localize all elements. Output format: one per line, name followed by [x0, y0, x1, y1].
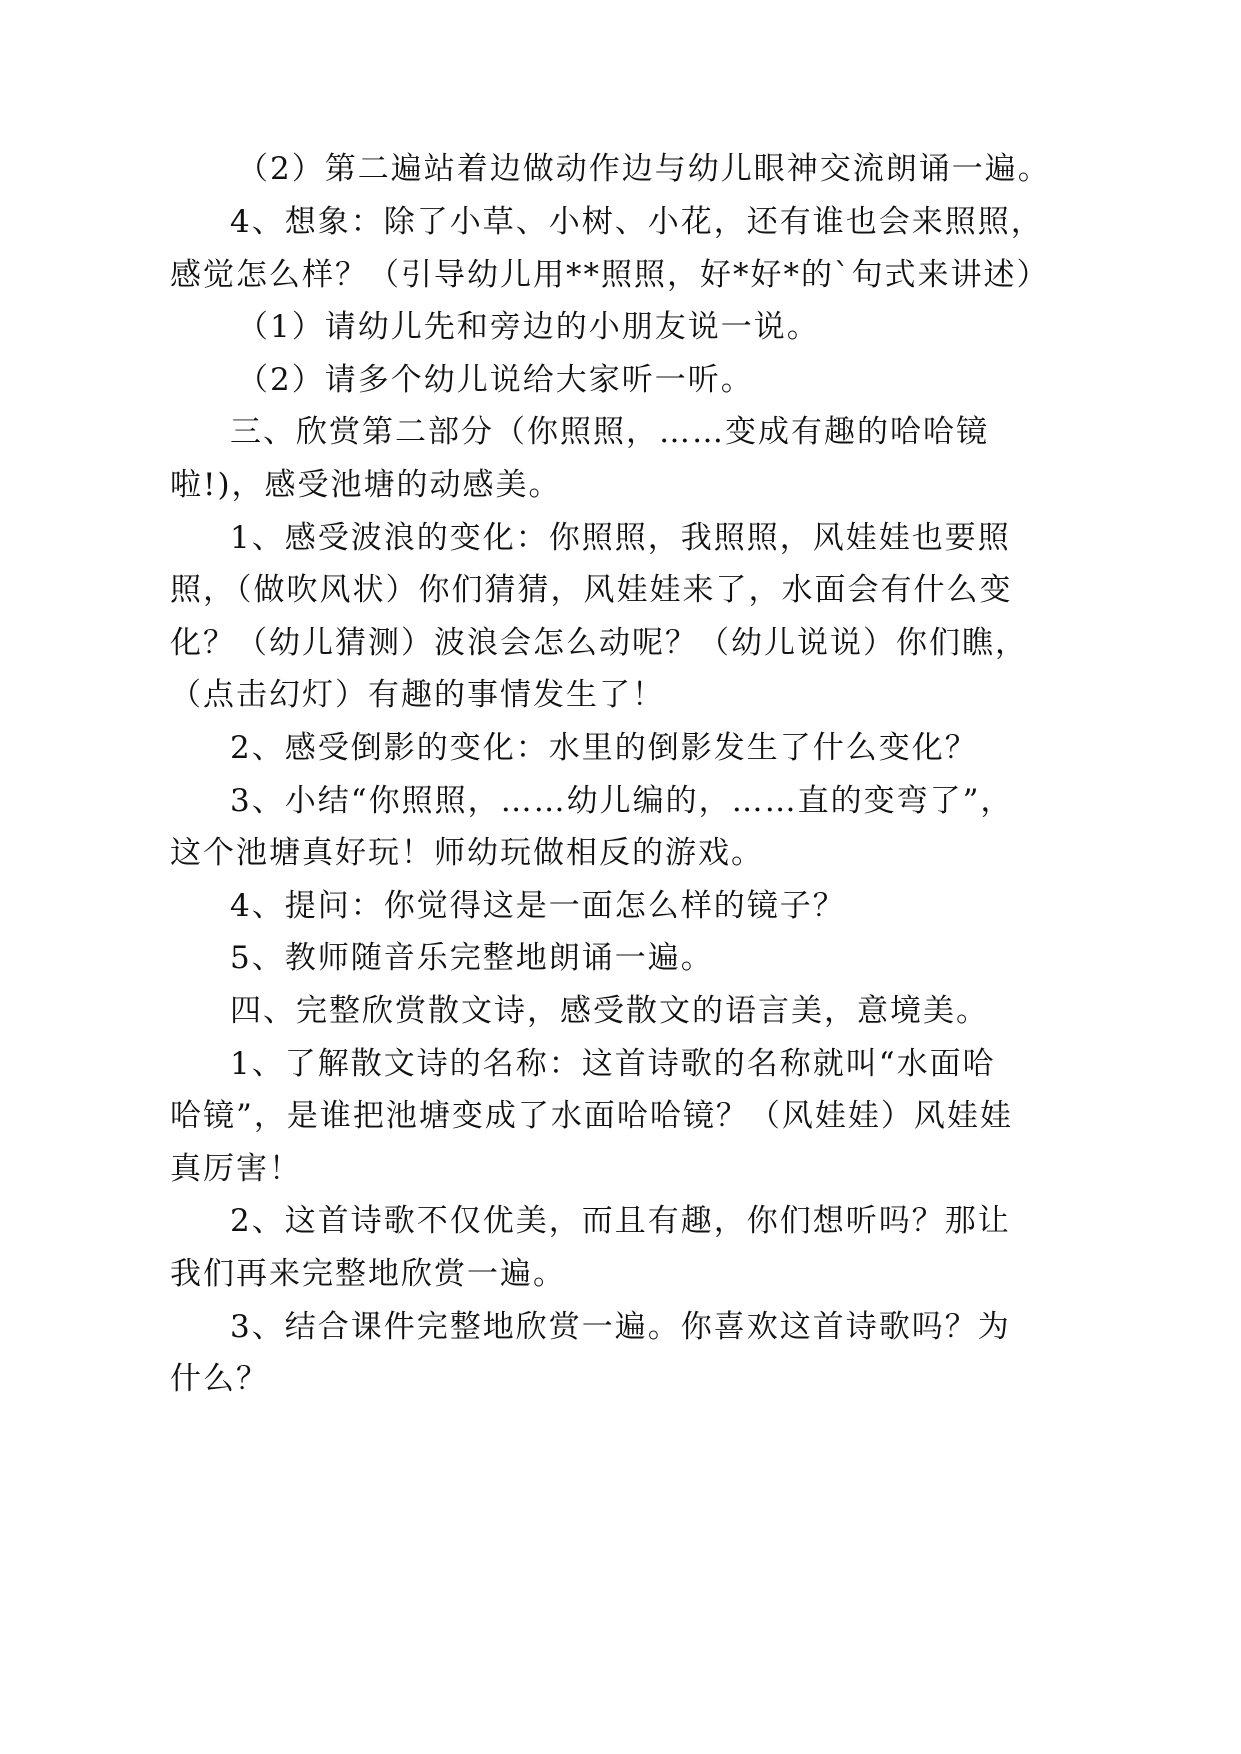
paragraph-line: （1）请幼儿先和旁边的小朋友说一说。	[237, 309, 820, 345]
paragraph-line: 4、想象：除了小草、小树、小花，还有谁也会来照照，	[230, 204, 1044, 240]
paragraph-line: 哈镜”，是谁把池塘变成了水面哈哈镜？（风娃娃）风娃娃	[170, 1098, 1013, 1134]
paragraph-line: （2）第二遍站着边做动作边与幼儿眼神交流朗诵一遍。	[237, 151, 1051, 187]
paragraph-line: 什么？	[170, 1361, 269, 1397]
paragraph-line: 四、完整欣赏散文诗，感受散文的语言美，意境美。	[230, 993, 989, 1029]
paragraph-line: （2）请多个幼儿说给大家听一听。	[237, 362, 754, 398]
paragraph-line: 1、了解散文诗的名称：这首诗歌的名称就叫“水面哈	[230, 1046, 996, 1082]
paragraph-line: （点击幻灯）有趣的事情发生了！	[170, 677, 665, 713]
paragraph-line: 2、这首诗歌不仅优美，而且有趣，你们想听吗？那让	[230, 1203, 1011, 1239]
paragraph-line: 三、欣赏第二部分（你照照，……变成有趣的哈哈镜	[230, 414, 989, 450]
paragraph-line: 2、感受倒影的变化：水里的倒影发生了什么变化？	[230, 730, 978, 766]
paragraph-line: 我们再来完整地欣赏一遍。	[170, 1256, 566, 1292]
paragraph-line: 真厉害！	[170, 1151, 302, 1187]
paragraph-line: 这个池塘真好玩！师幼玩做相反的游戏。	[170, 835, 764, 871]
paragraph-line: 1、感受波浪的变化：你照照，我照照，风娃娃也要照	[230, 520, 1011, 556]
paragraph-line: 化？（幼儿猜测）波浪会怎么动呢？（幼儿说说）你们瞧，	[170, 625, 1028, 661]
paragraph-line: 4、提问：你觉得这是一面怎么样的镜子？	[230, 888, 846, 924]
paragraph-line: 感觉怎么样？（引导幼儿用**照照，好*好*的`句式来讲述）	[170, 257, 1050, 293]
paragraph-line: 5、教师随音乐完整地朗诵一遍。	[230, 940, 714, 976]
paragraph-line: 3、小结“你照照，……幼儿编的，……直的变弯了”，	[230, 783, 1014, 819]
paragraph-line: 啦!)，感受池塘的动感美。	[170, 467, 562, 503]
paragraph-line: 照，（做吹风状）你们猜猜，风娃娃来了，水面会有什么变	[170, 572, 1013, 608]
paragraph-line: 3、结合课件完整地欣赏一遍。你喜欢这首诗歌吗？为	[230, 1309, 1011, 1345]
